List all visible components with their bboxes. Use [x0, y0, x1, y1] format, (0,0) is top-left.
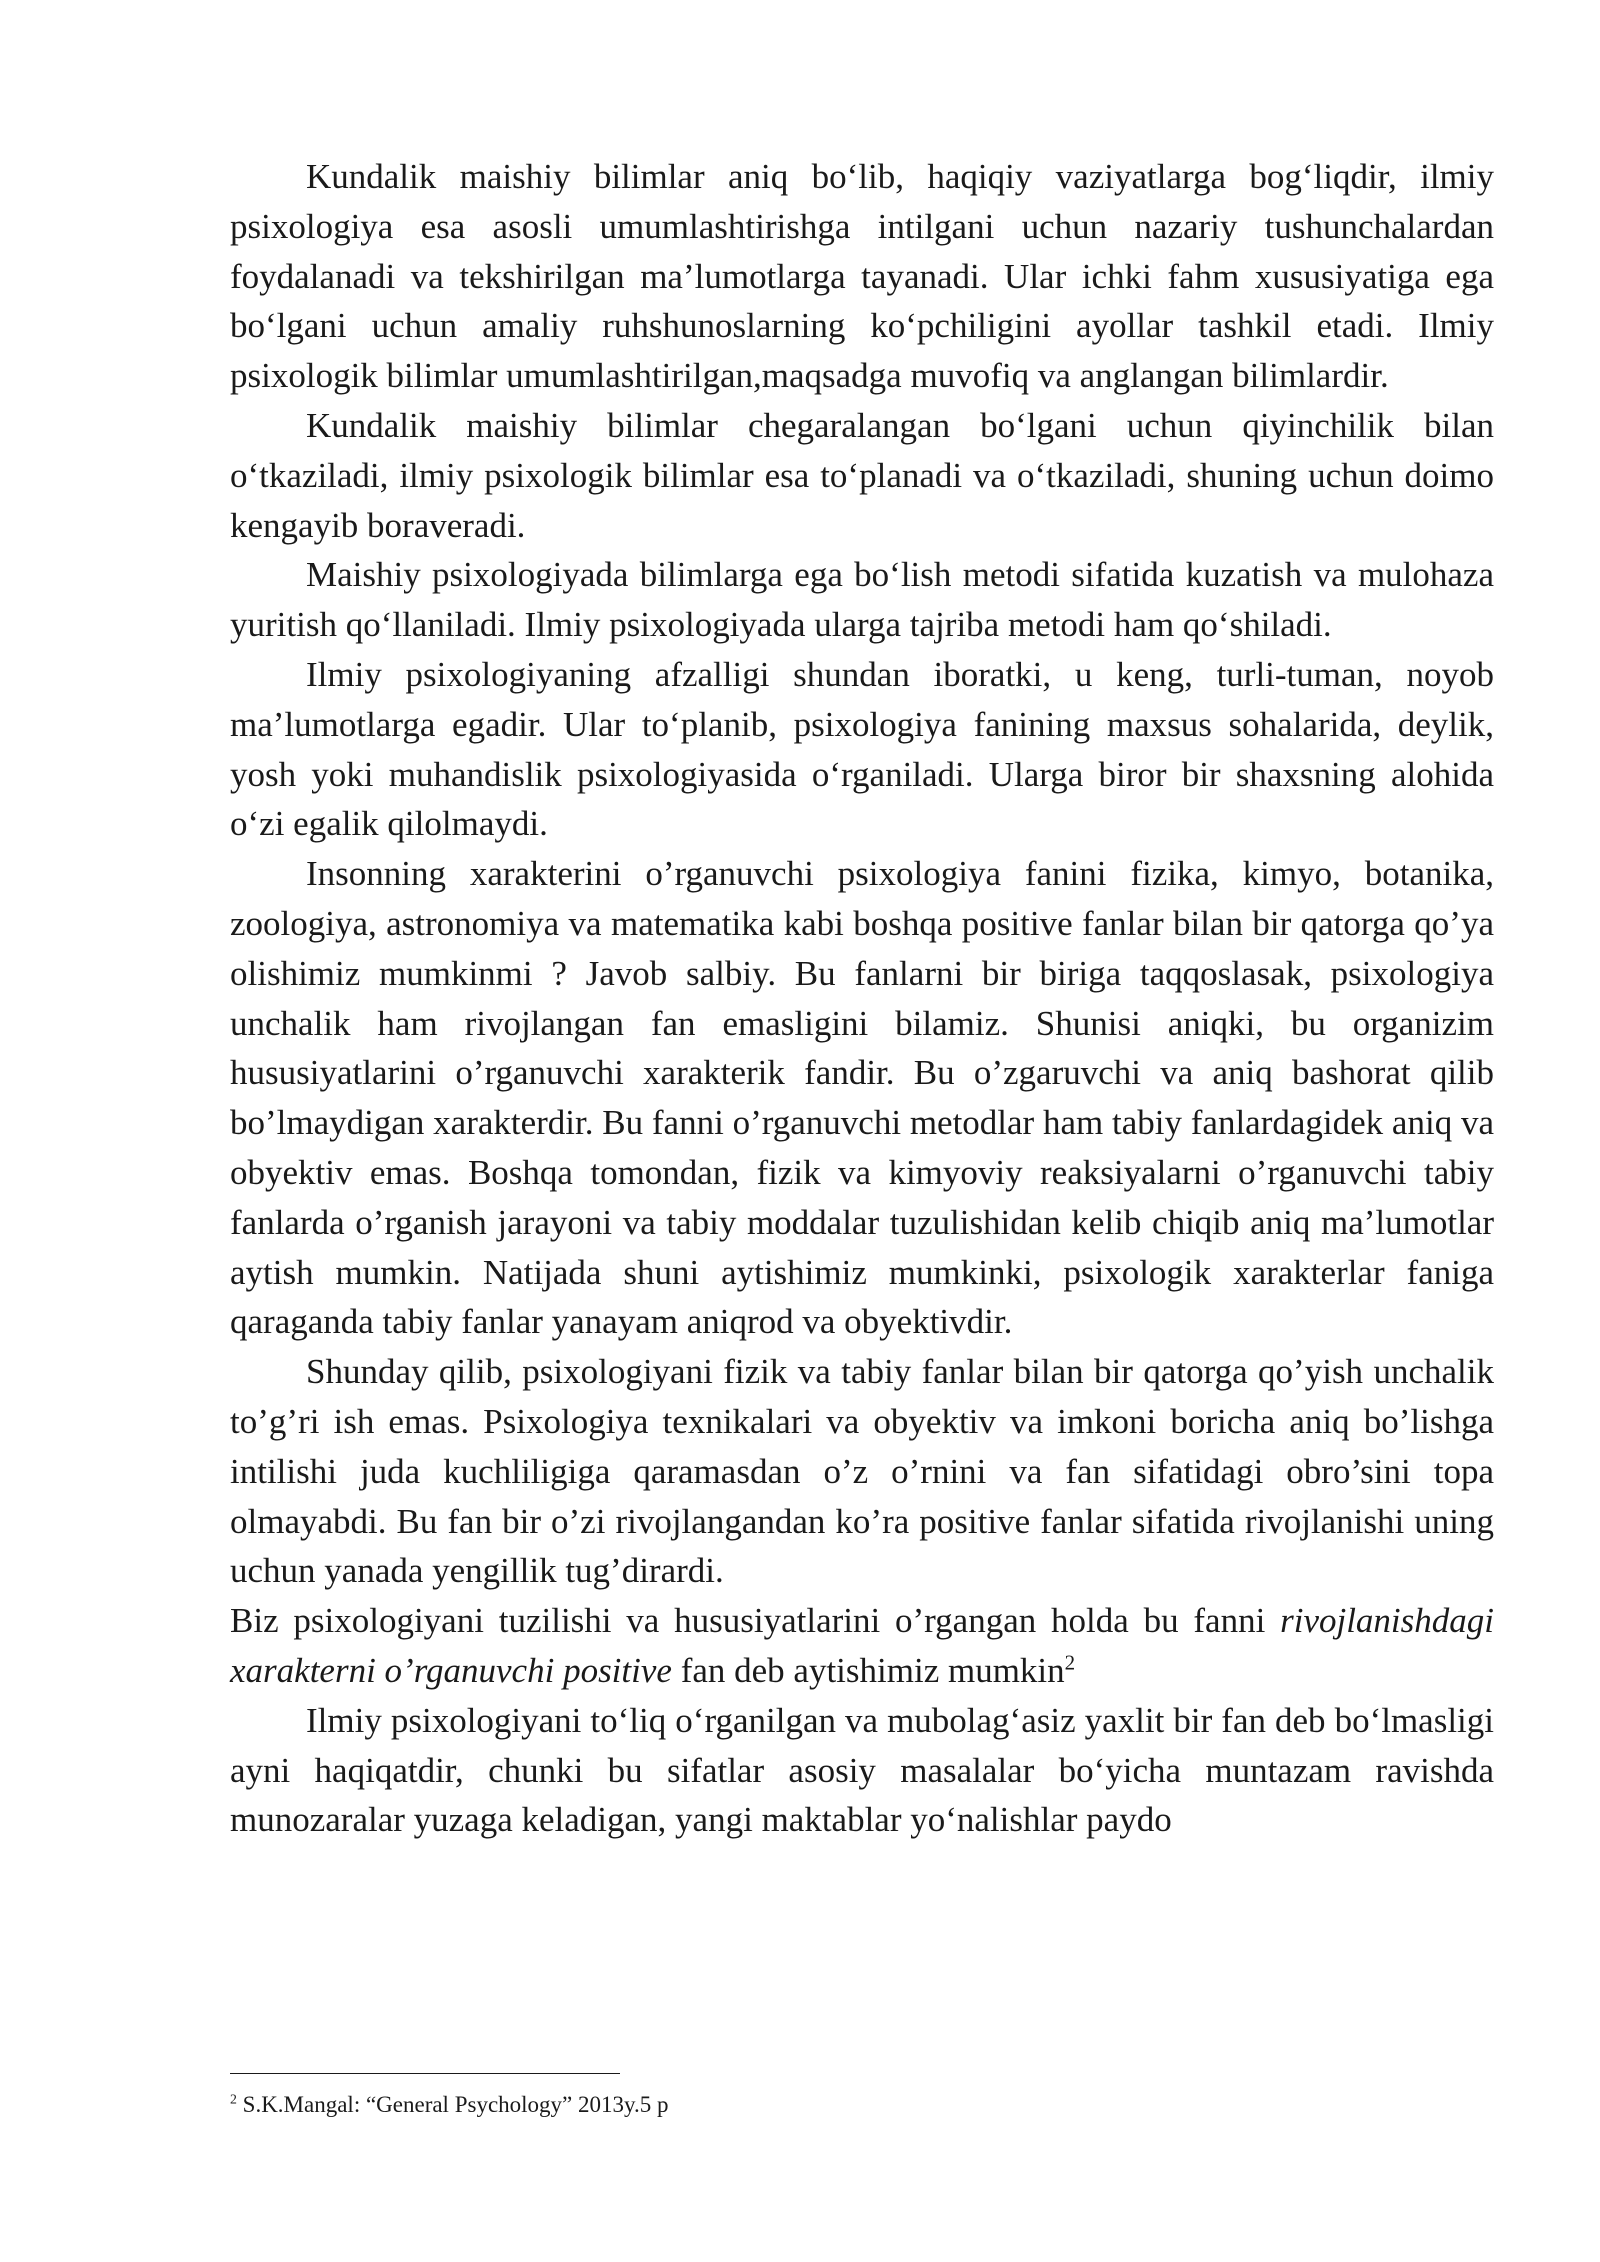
- paragraph-7-italic: rivojlanishdagi xarakterni o’rganuvchi positive: [230, 1601, 1494, 1690]
- paragraph-7-tail: fan deb aytishimiz mumkin: [671, 1650, 1065, 1690]
- footnote: [230, 2090, 1494, 2120]
- paragraph-6: Shunday qilib, psixologiyani fizik va tabiy fanlar bilan bir qatorga qo’yish unchalik to’g’ri ish emas. Psixologiya texnikalari va obyektiv va imkoni boricha aniq bo’lishga intilishi juda kuchliligiga qaramasdan o’z o’rnini va fan sifatidagi obro’sini topa olmayabdi. Bu fan bir o’zi rivojlangandan ko’ra positive fanlar sifatida rivojlanishi uning uchun yanada yengillik tug’dirardi.: [230, 1352, 1494, 1591]
- paragraph-5: Insonning xarakterini o’rganuvchi psixologiya fanini fizika, kimyo, botanika, zoologiya, astronomiya va matematika kabi boshqa positive fanlar bilan bir qatorga qo’ya olishimiz mumkinmi ? Javob salbiy. Bu fanlarni bir biriga taqqoslasak, psixologiya unchalik ham rivojlangan fan emasligini bilamiz. Shunisi aniqki, bu organizim hususiyatlarini o’rganuvchi xarakterik fandir. Bu o’zgaruvchi va aniq bashorat qilib bo’lmaydigan xarakterdir. Bu fanni o’rganuvchi metodlar ham tabiy fanlardagidek aniq va obyektiv emas. Boshqa tomondan, fizik va kimyoviy reaksiyalarni o’rganuvchi tabiy fanlarda o’rganish jarayoni va tabiy moddalar tuzulishidan kelib chiqib aniq ma’lumotlar aytish mumkin. Natijada shuni aytishimiz mumkinki, psixologik xarakterlar faniga qaraganda tabiy fanlar yanayam aniqrod va obyektivdir.: [230, 854, 1494, 1342]
- paragraph-7-lead: Biz psixologiyani tuzilishi va hususiyatlarini o’rgangan holda bu fanni: [230, 1601, 1281, 1641]
- paragraph-7: [230, 1596, 1494, 1696]
- paragraph-1: Kundalik maishiy bilimlar aniq bo‘lib, haqiqiy vaziyatlarga bog‘liqdir, ilmiy psixologiya esa asosli umumlashtirishga intilgani uchun nazariy tushunchalardan foydalanadi va tekshirilgan ma’lumotlarga tayanadi. Ular ichki fahm xususiyatiga ega bo‘lgani uchun amaliy ruhshunoslarning ko‘pchiligini ayollar tashkil etadi. Ilmiy psixologik bilimlar umumlashtirilgan,maqsadga muvofiq va anglangan bilimlardir.: [230, 157, 1494, 396]
- document-body: [230, 152, 1494, 1845]
- footnote-number: 2: [230, 2091, 237, 2107]
- footnote-separator: [230, 2073, 620, 2074]
- paragraph-2: Kundalik maishiy bilimlar chegaralangan bo‘lgani uchun qiyinchilik bilan o‘tkaziladi, ilmiy psixologik bilimlar esa to‘planadi va o‘tkaziladi, shuning uchun doimo kengayib boraveradi.: [230, 405, 1494, 545]
- paragraph-8: Ilmiy psixologiyani to‘liq o‘rganilgan va mubolag‘asiz yaxlit bir fan deb bo‘lmasligi ayni haqiqatdir, chunki bu sifatlar asosiy masalalar bo‘yicha muntazam ravishda munozaralar yuzaga keladigan, yangi maktablar yo‘nalishlar paydo: [230, 1700, 1494, 1840]
- paragraph-3: Maishiy psixologiyada bilimlarga ega bo‘lish metodi sifatida kuzatish va mulohaza yuritish qo‘llaniladi. Ilmiy psixologiyada ularga tajriba metodi ham qo‘shiladi.: [230, 555, 1494, 645]
- footnote-reference[interactable]: 2: [1064, 1650, 1076, 1675]
- paragraph-4: Ilmiy psixologiyaning afzalligi shundan iboratki, u keng, turli-tuman, noyob ma’lumotlarga egadir. Ular to‘planib, psixologiya fanining maxsus sohalarida, deylik, yosh yoki muhandislik psixologiyasida o‘rganiladi. Ularga biror bir shaxsning alohida o‘zi egalik qilolmaydi.: [230, 654, 1494, 844]
- footnote-text: S.K.Mangal: “General Psychology” 2013y.5 p: [236, 2092, 669, 2117]
